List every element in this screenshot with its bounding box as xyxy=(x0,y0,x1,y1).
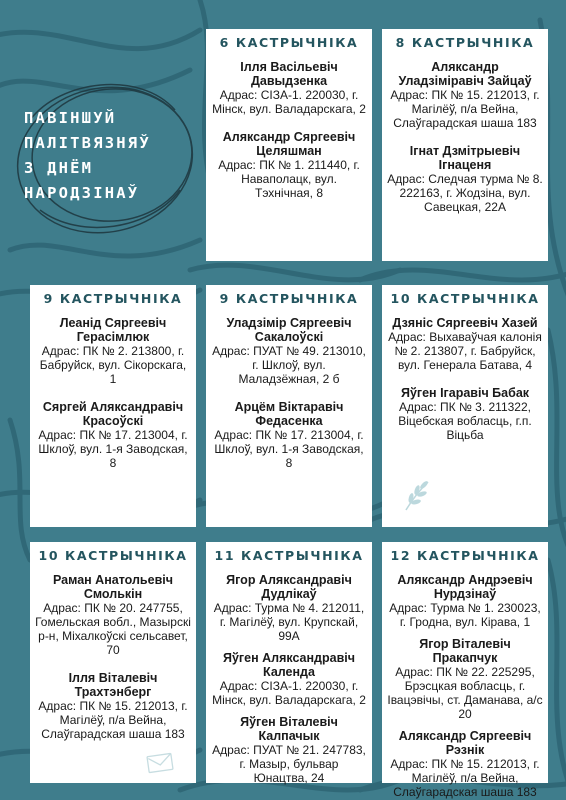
person-address: Адрас: ПУАТ № 21. 247783, г. Мазыр, бульвар Юнацтва, 24 xyxy=(212,743,366,785)
person-name: Аляксандр Андрэевіч Нурдзінаў xyxy=(397,573,533,601)
person-name: Ілля Васільевіч Давыдзенка xyxy=(240,60,338,88)
envelope-icon xyxy=(146,752,176,774)
person-address: Адрас: Турма № 4. 212011, г. Магілёў, вул. Крупскай, 99А xyxy=(213,601,365,643)
person-name: Аляксандр Уладзіміравіч Зайцаў xyxy=(398,60,532,88)
person-address: Адрас: ПУАТ № 49. 213010, г. Шклоў, вул. Маладзёжная, 2 б xyxy=(212,344,366,386)
list-item xyxy=(387,573,543,629)
person-address: Адрас: СІЗА-1. 220030, г. Мінск, вул. Валадарскага, 2 xyxy=(212,88,366,116)
list-item xyxy=(35,316,191,386)
person-address: Адрас: ПК № 2. 213800, г. Бабруйск, вул. Сікорскага, 1 xyxy=(39,344,187,386)
card-date: 11 КАСТРЫЧНІКА xyxy=(214,548,364,563)
person-address: Адрас: ПК № 20. 247755, Гомельская вобл., Мазырскі р-н, Міхалкоўскі сельсавет, 70 xyxy=(35,601,191,657)
headline-line-2: ПАЛІТВЯЗНЯЎ xyxy=(24,134,151,152)
headline-line-1: ПАВІНШУЙ xyxy=(24,109,117,127)
list-item xyxy=(387,144,543,214)
card-date: 10 КАСТРЫЧНІКА xyxy=(390,291,540,306)
card-oct-9-a xyxy=(30,285,196,527)
person-address: Адрас: ПК № 15. 212013, г. Магілёў, п/а Вейна, Слаўгарадская шаша 183 xyxy=(38,699,188,741)
person-address: Адрас: Турма № 1. 230023, г. Гродна, вул. Кірава, 1 xyxy=(389,601,541,629)
list-item xyxy=(387,386,543,442)
card-oct-8 xyxy=(382,29,548,261)
card-date: 9 КАСТРЫЧНІКА xyxy=(219,291,359,306)
list-item xyxy=(211,573,367,643)
list-item xyxy=(35,400,191,470)
person-address: Адрас: Выхаваўчая калонія № 2. 213807, г. Бабруйск, вул. Генерала Батава, 4 xyxy=(388,330,542,372)
list-item xyxy=(211,400,367,470)
list-item xyxy=(211,651,367,707)
person-name: Ягор Аляксандравіч Дудлікаў xyxy=(226,573,352,601)
person-address: Адрас: ПК № 22. 225295, Брэсцкая вобласць, г. Івацэвічы, ст. Даманава, а/с 20 xyxy=(387,665,543,721)
person-address: Адрас: ПК № 17. 213004, г. Шклоў, вул. 1-я Заводская, 8 xyxy=(214,428,364,470)
card-date: 8 КАСТРЫЧНІКА xyxy=(395,35,535,50)
person-name: Уладзімір Сяргеевіч Сакалоўскі xyxy=(226,316,352,344)
person-name: Яўген Ігаравіч Бабак xyxy=(400,386,530,400)
person-name: Ігнат Дзмітрыевіч Ігнаценя xyxy=(409,144,521,172)
person-name: Леанід Сяргеевіч Герасімлюк xyxy=(59,316,167,344)
person-name: Раман Анатольевіч Смолькін xyxy=(53,573,173,601)
card-date: 9 КАСТРЫЧНІКА xyxy=(43,291,183,306)
list-item xyxy=(35,671,191,741)
list-item xyxy=(387,729,543,799)
person-address: Адрас: ПК № 15. 212013, г. Магілёў, п/а Вейна, Слаўгарадская шаша 183 xyxy=(390,757,540,799)
list-item xyxy=(387,60,543,130)
person-name: Дзяніс Сяргеевіч Хазей xyxy=(392,316,538,330)
person-name: Яўген Аляксандравіч Календа xyxy=(222,651,355,679)
card-oct-11 xyxy=(206,542,372,783)
list-item xyxy=(211,715,367,785)
headline xyxy=(24,106,209,206)
person-name: Аляксандр Сяргеевіч Целяшман xyxy=(222,130,356,158)
person-name: Ілля Віталевіч Трахтэнберг xyxy=(68,671,158,699)
person-name: Арцём Віктаравіч Федасенка xyxy=(234,400,344,428)
card-date: 10 КАСТРЫЧНІКА xyxy=(38,548,188,563)
person-name: Аляксандр Сяргеевіч Рэзнік xyxy=(398,729,532,757)
person-address: Адрас: ПК № 17. 213004, г. Шклоў, вул. 1-я Заводская, 8 xyxy=(38,428,188,470)
card-oct-9-b xyxy=(206,285,372,527)
card-oct-10-b xyxy=(30,542,196,783)
card-date: 12 КАСТРЫЧНІКА xyxy=(390,548,540,563)
list-item xyxy=(211,316,367,386)
headline-line-4: НАРОДЗІНАЎ xyxy=(24,184,140,202)
person-name: Яўген Віталевіч Калпачык xyxy=(240,715,338,743)
list-item xyxy=(387,316,543,372)
list-item xyxy=(35,573,191,657)
person-address: Адрас: ПК № 1. 211440, г. Наваполацк, вул. Тэхнічная, 8 xyxy=(218,158,360,200)
card-oct-12 xyxy=(382,542,548,799)
person-name: Ягор Віталевіч Пракапчук xyxy=(419,637,511,665)
card-oct-6 xyxy=(206,29,372,261)
card-date: 6 КАСТРЫЧНІКА xyxy=(219,35,359,50)
person-address: Адрас: ПК № 15. 212013, г. Магілёў, п/а Вейна, Слаўгарадская шаша 183 xyxy=(390,88,540,130)
person-address: Адрас: ПК № 3. 211322, Віцебская вобласць, г.п. Віцьба xyxy=(398,400,532,442)
leaf-icon xyxy=(402,478,432,512)
person-address: Адрас: Следчая турма № 8. 222163, г. Жодзіна, вул. Савецкая, 22А xyxy=(387,172,543,214)
person-address: Адрас: СІЗА-1. 220030, г. Мінск, вул. Валадарскага, 2 xyxy=(212,679,366,707)
person-name: Сяргей Аляксандравіч Красоўскі xyxy=(42,400,184,428)
list-item xyxy=(387,637,543,721)
list-item xyxy=(211,130,367,200)
headline-line-3: З ДНЁМ xyxy=(24,159,94,177)
list-item xyxy=(211,60,367,116)
